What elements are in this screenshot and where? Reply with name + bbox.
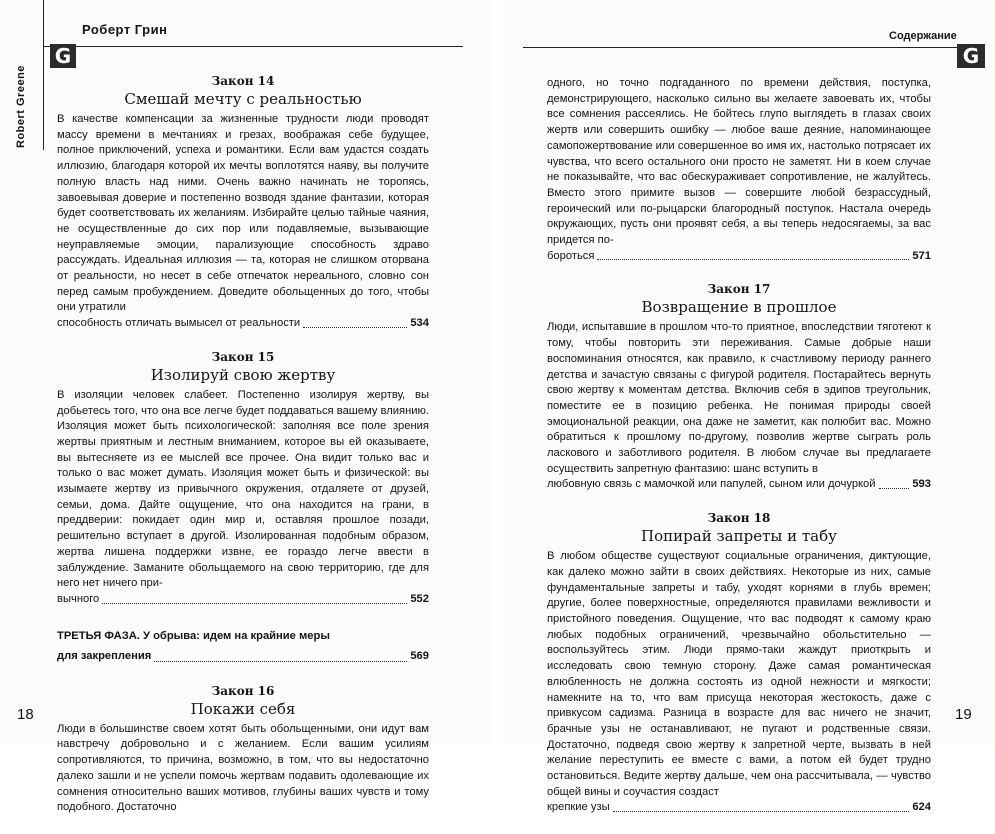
- law-title: Покажи себя: [190, 699, 296, 718]
- law-16-continuation: [547, 76, 931, 264]
- entry-page-number: 534: [410, 317, 429, 330]
- entry-page-number: 552: [410, 592, 429, 605]
- entry-page-number: 571: [912, 249, 931, 262]
- toc-entry-line[interactable]: [547, 477, 931, 493]
- page-number: 18: [17, 706, 34, 723]
- entry-page-number: 624: [912, 801, 931, 814]
- entry-page-number: 569: [410, 649, 429, 662]
- entry-last-text: бороться: [547, 249, 595, 262]
- leader-dots: [102, 603, 407, 604]
- entry-last-text: крепкие узы: [547, 801, 610, 814]
- law-number: Закон 18: [707, 511, 771, 526]
- law-15: [57, 350, 429, 608]
- entry-page-number: 593: [912, 478, 931, 491]
- law-16: [57, 684, 429, 816]
- law-summary: В изоляции человек слабеет. Постепенно изолируя жертву, вы добьетесь того, что она все легче будет поддаваться вашему влиянию. Изоляция может быть психологической: заполняя все поле зрения жертвы приятным и лестным вниманием, которое вы ей оказываете, вы вытесняете из ее мыслей все прочее. Она видит только вас и только о вас может думать. Изоляция может быть и физической: вы изымаете жертву из привычного окружения, отдаляете от друзей, семьи, дома. Дайте ощущение, что она находится на грани, в преддверии: покидает один мир и, оставляя прошлое позади, решительно вступает в другой. Изолированная подобным образом, жертва лишена поддержки извне, ее гораздо легче ввести в заблуждение. Заманите обольщаемого на свою территорию, где для него нет ничего при-: [57, 388, 429, 590]
- page-number: 19: [955, 706, 972, 723]
- header-vertical-rule: [43, 0, 44, 150]
- toc-entry-line[interactable]: [57, 316, 429, 332]
- leader-dots: [154, 661, 407, 662]
- law-summary: В качестве компенсации за жизненные трудности люди проводят массу времени в мечтаниях и грезах, воображая себе будущее, полное приключений, успеха и романтики. Если вам удастся создать иллюзию, благодаря которой их мечты воплотятся наяву, вы получите полную власть над ними. Очень важно начинать не торопясь, завоевывая доверие и постепенно возводя здание фантазии, которая будет соответствовать их желаниям. Избирайте целью тайные чаяния, не осуществленные до сих пор или подавляемые, вызывающие неуправляемые эмоции, парализующие способность здраво рассуждать. Идеальная иллюзия — та, которая не слишком оторвана от реальности, но несет в себе отпечаток нереального, словно сон перед самым пробуждением. Доведите обольщенных до того, чтобы они утратили: [57, 113, 429, 314]
- right-content: [547, 76, 931, 834]
- entry-last-text: способность отличать вымысел от реальности: [57, 317, 301, 330]
- leader-dots: [597, 259, 909, 260]
- law-title: Возвращение в прошлое: [641, 298, 837, 317]
- g-logo-icon: G: [50, 44, 76, 68]
- entry-last-text: любовную связь с мамочкой или папулей, сыном или дочуркой: [547, 478, 876, 491]
- left-content: [57, 74, 429, 834]
- law-14: [57, 74, 429, 332]
- header-rule: [43, 46, 463, 47]
- running-head-contents: Содержание: [889, 30, 957, 42]
- law-title: Смешай мечту с реальностью: [124, 90, 362, 108]
- law-18: [547, 511, 931, 816]
- leader-dots: [303, 327, 407, 328]
- law-number: Закон 17: [707, 282, 771, 297]
- g-logo-icon: G: [957, 44, 985, 68]
- side-author-name: Robert Greene: [15, 65, 27, 149]
- law-summary: В любом обществе существуют социальные ограничения, диктующие, как далеко можно зайти в своих действиях. Некоторые из них, самые фундаментальные запреты и табу, уходят корнями в глубь времен; другие, более поверхностные, определяются правилами вежливости и пристойного поведения. Ощущение, что вас подводят к самому краю любых подобных ограничений, чрезвычайно обольстительно — воспользуйтесь этим. Люди прямо-таки жаждут приоткрыть и исследовать свою темную сторону. Даже самая романтическая влюбленность не должна состоять из одной нежности и мягкости; намекните на то, что вам присуща некоторая жестокость, даже с привкусом садизма. Разница в возрасте для вас ничего не значит, брачные узы не останавливают, не пугают и родственные связи. Достаточно, подведя свою жертву к запретной черте, вызвать в ней желание переступить ее вместе с вами, а потом ей будет трудно остановиться. Ведите жертву дальше, чем она рассчитывала, — чувство общей вины и соучастия создаст: [547, 550, 931, 798]
- law-summary: Люди в большинстве своем хотят быть обольщенными, они идут вам навстречу добровольно и с желанием. Если вашим усилиям сопротивляются, то причина, возможно, в том, что вы недостаточно далеко зашли и не успели помочь жертвам подавить одолевающие их сомнения относительно ваших мотивов, глубины ваших чувств и тому подобного. Достаточно: [57, 722, 429, 814]
- law-number: Закон 14: [211, 74, 275, 88]
- entry-last-text: вычного: [57, 592, 100, 605]
- left-page: [0, 0, 492, 814]
- running-head-author: Роберт Грин: [82, 22, 168, 37]
- book-gutter: [492, 0, 503, 743]
- law-17: [547, 282, 931, 493]
- toc-entry-line[interactable]: [547, 800, 931, 816]
- leader-dots: [879, 488, 910, 489]
- leader-dots: [613, 811, 910, 812]
- toc-entry-line: [57, 646, 429, 666]
- header-rule: [523, 47, 958, 48]
- phase-title: ТРЕТЬЯ ФАЗА. У обрыва: идем на крайние меры: [57, 629, 330, 642]
- toc-entry-line[interactable]: [57, 592, 429, 608]
- law-number: Закон 16: [211, 683, 275, 698]
- law-title: Изолируй свою жертву: [150, 365, 336, 384]
- phase-entry[interactable]: [57, 626, 429, 666]
- law-summary: одного, но точно подгаданного по времени действия, поступка, демонстрирующего, насколько сильно вы желаете завоевать их, чтобы все сомнения рассеялись. Не бойтесь глупо выглядеть в глазах своих жертв или совершить ошибку — любое ваше деяние, напоминающее самопожертвование или совершенное во имя их, настолько потрясает их чувства, что всего остального они просто не заметят. Ни в коем случае не показывайте, что вас обескураживает сопротивление, не жалуйтесь. Вместо этого примите вызов — совершите любой безрассудный, героический или по-рыцарски благородный поступок. Настала очередь окружающих, пусть они проявят себя, а вы теперь недосягаемы, за вас придется по-: [547, 77, 931, 247]
- law-title: Попирай запреты и табу: [641, 527, 837, 546]
- right-page: [503, 0, 995, 814]
- toc-entry-line[interactable]: [547, 249, 931, 265]
- phase-subtitle: для закрепления: [57, 649, 152, 662]
- law-summary: Люди, испытавшие в прошлом что-то приятное, впоследствии тяготеют к тому, чтобы повторить эти переживания. Самые добрые наши воспоминания относятся, как правило, к счастливому периоду раннего детства и зачастую связаны с фигурой родителя. Постарайтесь вернуть свою жертву к моментам детства. Включив себя в эдипов треугольник, поместите ее в позицию ребенка. Не понимая природы своей эмоциональной реакции, она даже не заметит, как полюбит вас. Можно обратиться к прошлому по-другому, позволив жертве сыграть роль ласкового и заботливого родителя. В любом случае вы предлагаете осуществить запретную фантазию: шанс вступить в: [547, 321, 931, 475]
- law-number: Закон 15: [211, 349, 275, 364]
